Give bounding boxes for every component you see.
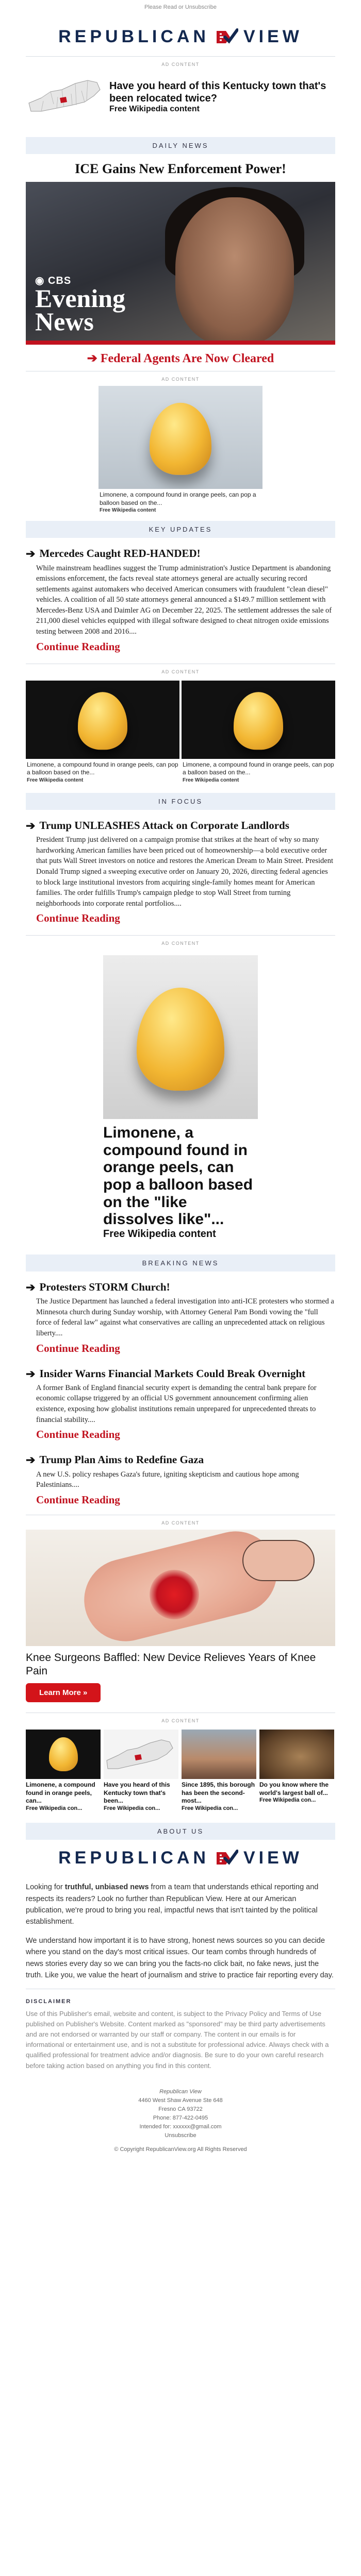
cbs-eye-icon: ◉ xyxy=(35,275,45,286)
lemon-large-source: Free Wikipedia content xyxy=(103,1228,216,1240)
continue-reading-link[interactable]: Continue Reading xyxy=(36,1428,120,1441)
lemon-source: Free Wikipedia content xyxy=(183,777,239,783)
ad-content-label: AD CONTENT xyxy=(161,1520,200,1526)
kentucky-map-thumb xyxy=(104,1730,178,1779)
ad-quad-row xyxy=(26,1727,335,1816)
ad-quad-item[interactable] xyxy=(26,1730,101,1811)
knee-hand xyxy=(242,1540,315,1581)
continue-reading-link[interactable]: Continue Reading xyxy=(36,640,120,653)
lemon-image xyxy=(26,681,179,759)
borough-thumb-image xyxy=(182,1730,256,1779)
quad-source: Free Wikipedia con... xyxy=(26,1805,83,1812)
footer-intended: Intended for: xxxxxx@gmail.com xyxy=(139,2123,222,2130)
continue-reading-link[interactable]: Continue Reading xyxy=(36,1342,120,1354)
ad-content-label: AD CONTENT xyxy=(161,1718,200,1724)
lemon-fruit xyxy=(49,1737,78,1771)
kentucky-thumb-image xyxy=(104,1730,178,1779)
article-church xyxy=(26,1272,335,1358)
lemon-thumb-image xyxy=(26,1730,101,1779)
flag-check-emblem-icon xyxy=(215,1849,238,1868)
knee-ad-title: Knee Surgeons Baffled: New Device Relieves Years of Knee Pain xyxy=(26,1651,316,1677)
lemon-caption: Limonene, a compound found in orange peels, can pop a balloon based on the... xyxy=(183,760,334,776)
article-corporate-landlords xyxy=(26,810,335,928)
footer-name: Republican View xyxy=(159,2088,202,2095)
knee-pain-spot xyxy=(150,1570,199,1619)
about-section xyxy=(26,1840,335,1989)
ad-content-label: AD CONTENT xyxy=(161,669,200,674)
quad-source: Free Wikipedia con... xyxy=(104,1805,160,1812)
section-in-focus: IN FOCUS xyxy=(26,793,335,810)
hero-face xyxy=(175,197,294,345)
read-or-unsubscribe-link[interactable]: Please Read or Unsubscribe xyxy=(144,4,217,10)
article-body: While mainstream headlines suggest the Trump administration's Justice Department is abandoning emissions enforcement, the facts reveal state attorneys general are actually securing record settlements against automakers who deceived American consumers with fraudulent "clean diesel" vehicles. A coalition of all 50 state attorneys general announced a $149.7 million settlement with Mercedes-Benz USA and Daimler AG on December 22, 2025. The settlement addresses the sale of 211,000 diesel vehicles equipped with illegal software designed to cheat nitrogen oxide emissions testing between 2008 and 2016.... xyxy=(36,564,332,636)
section-about-us: ABOUT US xyxy=(26,1823,335,1840)
newsletter-column xyxy=(26,0,335,2159)
footer-copyright: © Copyright RepublicanView.org All Rights Reserved xyxy=(114,2146,247,2153)
ad-kentucky-text: Have you heard of this Kentucky town that's been relocated twice? xyxy=(109,80,326,104)
daily-news-hero-image[interactable] xyxy=(26,182,335,345)
kentucky-map-image xyxy=(26,71,103,123)
cbs-show-line1: Evening xyxy=(35,284,126,313)
footer-address-2: Fresno CA 93722 xyxy=(158,2106,203,2112)
lemon-fruit xyxy=(150,403,211,475)
about-p1-post: from a team that understands ethical reporting and respects its readers? Look no further than Republican View. Here at our American publication, we're proud to bring you real, impactful news that isn't tainted by the political establishment. xyxy=(26,1883,319,1926)
lemon-large-caption: Limonene, a compound found in orange peels, can pop a balloon based on the "like dissolves like"... xyxy=(103,1124,253,1228)
ad-quad-item[interactable] xyxy=(104,1730,178,1811)
learn-more-button[interactable]: Learn More » xyxy=(26,1683,101,1702)
arrow-right-icon: ➔ xyxy=(26,1367,36,1380)
disclaimer-section xyxy=(26,1989,335,2074)
article-body: A former Bank of England financial security expert is demanding the central bank prepare for economic collapse triggered by an official US government announcement confirming alien existence, exposing how globalist institutions remain unprepared for unprecedented threats to financial stability.... xyxy=(36,1383,317,1424)
knee-image xyxy=(26,1530,335,1646)
lemon-image xyxy=(99,386,262,489)
lemon-caption: Limonene, a compound found in orange peels, can pop a balloon based on the... xyxy=(27,760,178,776)
ad-lemon-large[interactable] xyxy=(103,955,258,1240)
footer xyxy=(26,2074,335,2159)
cbs-network: CBS xyxy=(48,275,72,286)
cbs-show-line2: News xyxy=(35,307,94,336)
article-gaza xyxy=(26,1444,335,1510)
lemon-image xyxy=(182,681,335,759)
article-body: President Trump just delivered on a campaign promise that strikes at the heart of why so many hardworking American families have been priced out of homeownership—a bold executive order that puts Wall Street investors on notice and restores the American Dream to Main Street. President Donald Trump signed a sweeping executive order on January 20, 2026, directing federal agencies to block large institutional investors from acquiring single-family homes meant for American families. The order fulfills Trump's campaign pledge to stop Wall Street from turning neighborhoods into corporate rental portfolios.... xyxy=(36,836,334,908)
about-paragraph-1 xyxy=(26,1882,335,1935)
ad-content-label: AD CONTENT xyxy=(161,62,200,67)
article-mercedes xyxy=(26,538,335,656)
federal-agents-link[interactable]: ➔ Federal Agents Are Now Cleared xyxy=(87,352,274,365)
ad-quad-item[interactable] xyxy=(182,1730,256,1811)
article-title[interactable]: Mercedes Caught RED-HANDED! xyxy=(39,547,201,560)
section-key-updates: KEY UPDATES xyxy=(26,521,335,538)
brand-logo-footer[interactable] xyxy=(26,1840,335,1882)
article-title[interactable]: Trump UNLEASHES Attack on Corporate Landlords xyxy=(39,819,289,832)
brand-left: REPUBLICAN xyxy=(58,1848,209,1868)
brand-logo[interactable] xyxy=(26,13,335,56)
article-title[interactable]: Trump Plan Aims to Redefine Gaza xyxy=(39,1453,204,1466)
continue-reading-link[interactable]: Continue Reading xyxy=(36,1493,120,1506)
brand-right: VIEW xyxy=(243,1848,303,1868)
footer-phone: Phone: 877-422-0495 xyxy=(153,2114,208,2121)
ad-content-label: AD CONTENT xyxy=(161,377,200,382)
quad-source: Free Wikipedia con... xyxy=(182,1805,238,1812)
ad-lemon-pair xyxy=(26,679,335,786)
arrow-right-icon: ➔ xyxy=(26,1453,36,1467)
about-p1-pre: Looking for xyxy=(26,1883,65,1892)
ad-lemon-pair-item[interactable] xyxy=(182,681,335,784)
about-p1-bold: truthful, unbiased news xyxy=(64,1883,149,1892)
ad-lemon-pair-item[interactable] xyxy=(26,681,179,784)
lemon-source: Free Wikipedia content xyxy=(100,507,156,514)
arrow-right-icon: ➔ xyxy=(26,1280,36,1294)
continue-reading-link[interactable]: Continue Reading xyxy=(36,912,120,925)
ad-lemon-single[interactable] xyxy=(99,386,262,514)
ad-kentucky-source: Free Wikipedia content xyxy=(109,105,200,113)
brand-right: VIEW xyxy=(243,27,303,46)
quad-caption: Limonene, a compound found in orange peels, can... xyxy=(26,1781,95,1805)
quad-caption: Do you know where the world's largest ball of... xyxy=(259,1781,329,1797)
unsubscribe-link[interactable]: Unsubscribe xyxy=(165,2132,196,2139)
ad-kentucky[interactable] xyxy=(26,71,335,130)
about-paragraph-2: We understand how important it is to have strong, honest news sources so you can decide where you stand on the day's most critical issues. Our team combs through hundreds of news stories every day so we can bring you the facts-no click bait, no fake news, just the truth. Like you, we value the heart of journalism and strive to practice fair reporting every day. xyxy=(26,1936,334,1980)
lemon-fruit xyxy=(234,692,283,750)
brand-left: REPUBLICAN xyxy=(58,27,209,46)
quad-caption: Since 1895, this borough has been the second-most... xyxy=(182,1781,255,1805)
article-financial-markets xyxy=(26,1358,335,1445)
arrow-right-icon: ➔ xyxy=(26,819,36,832)
flag-check-emblem-icon xyxy=(215,28,238,46)
article-body: A new U.S. policy reshapes Gaza's future, igniting skepticism and cautious hope among Palestinians.... xyxy=(36,1470,299,1489)
footer-address-1: 4460 West Shaw Avenue Ste 648 xyxy=(138,2097,223,2104)
section-breaking-news: BREAKING NEWS xyxy=(26,1255,335,1272)
disclaimer-text: Use of this Publisher's email, website and content, is subject to the Privacy Policy and Terms of Use published on Publisher's Website. Content marked as "sponsored" may be third party advertisements and are not endorsed or warranted by our staff or company. The content in our emails is for informational or entertainment use, and is not a substitute for professional advice. Always check with a qualified professional for treatment advice and/or diagnosis. Be sure to do your own careful research before taking action based on anything you find in this content. xyxy=(26,2009,329,2070)
lemon-caption: Limonene, a compound found in orange peels, can pop a balloon based on the... xyxy=(100,491,256,506)
lemon-source: Free Wikipedia content xyxy=(27,777,84,783)
disclaimer-heading: DISCLAIMER xyxy=(26,1998,72,2005)
lemon-fruit xyxy=(137,988,224,1091)
quad-caption: Have you heard of this Kentucky town that's been... xyxy=(104,1781,170,1805)
article-title[interactable]: Protesters STORM Church! xyxy=(39,1280,170,1293)
daily-news-headline[interactable]: ICE Gains New Enforcement Power! xyxy=(75,161,286,176)
section-daily-news: DAILY NEWS xyxy=(26,137,335,154)
article-title[interactable]: Insider Warns Financial Markets Could Break Overnight xyxy=(39,1367,306,1380)
hero-red-strip xyxy=(26,341,335,345)
article-body: The Justice Department has launched a federal investigation into anti-ICE protesters who stormed a Minnesota church during Sunday worship, with Attorney General Pam Bondi vowing the "full force of federal law" against what conservatives are calling an unprecedented attack on religious liberty.... xyxy=(36,1297,334,1337)
ball-thumb-image xyxy=(259,1730,334,1779)
ad-content-label: AD CONTENT xyxy=(161,941,200,946)
ad-knee[interactable] xyxy=(26,1530,335,1708)
cbs-evening-news-logo xyxy=(35,274,126,336)
ad-quad-item[interactable] xyxy=(259,1730,334,1811)
arrow-right-icon: ➔ xyxy=(26,547,36,561)
lemon-fruit xyxy=(78,692,127,750)
lemon-image xyxy=(103,955,258,1119)
quad-source: Free Wikipedia con... xyxy=(259,1797,316,1804)
